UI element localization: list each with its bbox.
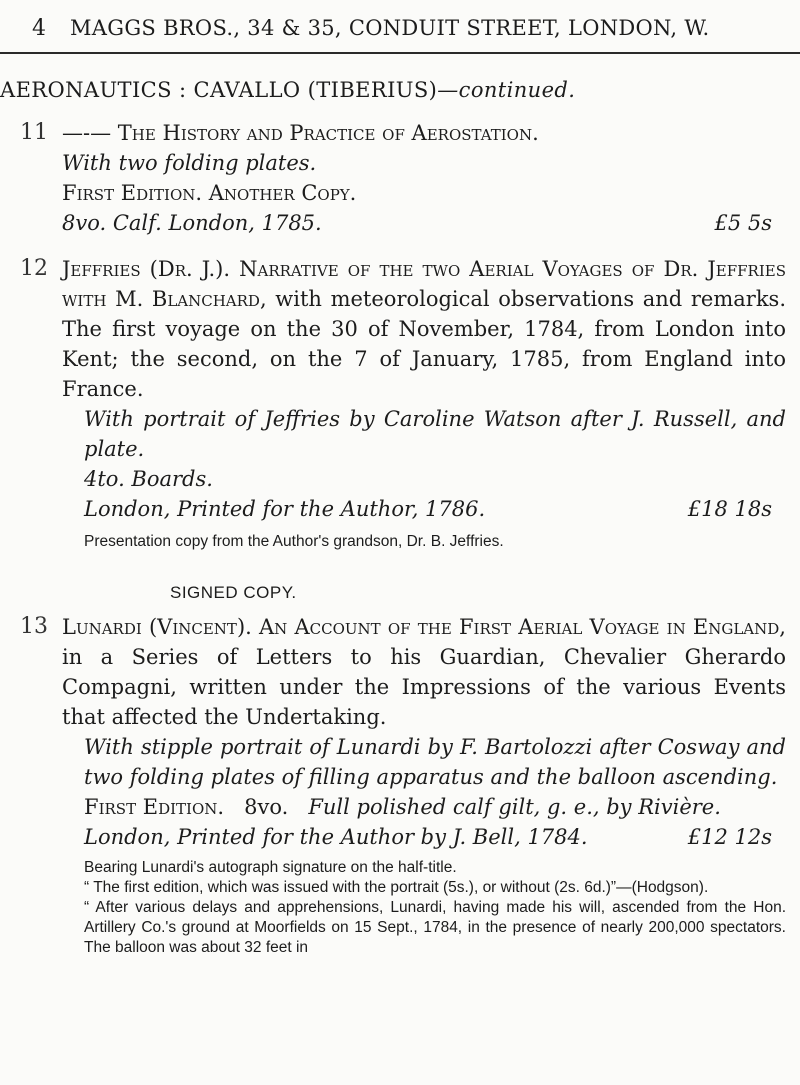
entry-price: £12 12s xyxy=(687,825,772,849)
header-rule xyxy=(0,52,800,54)
entry-body xyxy=(62,118,786,238)
entry-title: Narrative of the two Aerial Voyages of Dr. Jeffries with M. Blanchard, xyxy=(62,257,786,311)
entry-note: Presentation copy from the Author's grandson, Dr. B. Jeffries. xyxy=(84,533,504,550)
entry-dash: —-— xyxy=(62,121,112,145)
section-continued: —continued. xyxy=(437,78,576,102)
entry-title: An Account of the First Aerial Voyage in England, xyxy=(259,615,786,639)
entry-imprint: London, Printed for the Author, 1786. xyxy=(84,497,486,521)
entry-format: 8vo. xyxy=(244,795,289,819)
entry-body xyxy=(62,612,786,958)
entry-author: Jeffries (Dr. J.). xyxy=(62,257,231,281)
section-heading xyxy=(0,78,575,102)
entry-format: 4to. Boards. xyxy=(84,467,213,491)
entry-author: Lunardi (Vincent). xyxy=(62,615,252,639)
entry-portrait: With stipple portrait of Lunardi by F. Bartolozzi after Cosway and two folding plates of filling apparatus and the balloon ascending. xyxy=(84,735,786,789)
entry-number: 12 xyxy=(20,256,48,281)
entry-number: 13 xyxy=(20,614,48,639)
signed-copy-heading: SIGNED COPY. xyxy=(170,583,297,602)
entry-plates: With two folding plates. xyxy=(62,151,317,175)
entry-note: “ After various delays and apprehensions, Lunardi, having made his will, ascended from the Hon. Artillery Co.'s ground at Moorfields on 15 Sept., 1784, in the presence of nearly 200,000 spectators. The balloon was about 32 feet in xyxy=(84,899,786,956)
page-number: 4 xyxy=(32,16,46,41)
running-head: MAGGS BROS., 34 & 35, CONDUIT STREET, LONDON, W. xyxy=(70,16,710,40)
entry-note: Bearing Lunardi's autograph signature on the half-title. xyxy=(84,859,457,876)
entry-number: 11 xyxy=(20,120,48,145)
entry-binding: Full polished calf gilt, g. e., by Rivière. xyxy=(308,795,721,819)
entry-portrait: With portrait of Jeffries by Caroline Watson after J. Russell, and plate. xyxy=(84,407,786,461)
entry-price: £18 18s xyxy=(687,497,772,521)
entry-edition: First Edition. Another Copy. xyxy=(62,181,357,205)
entry-description: with meteorological observations and remarks. The first voyage on the 30 of November, 1784, from London into Kent; the second, on the 7 of January, 1785, from England into France. xyxy=(62,287,786,401)
section-title: AERONAUTICS : CAVALLO (TIBERIUS) xyxy=(0,78,438,102)
entry-edition: First Edition. xyxy=(84,795,225,819)
page-header xyxy=(0,0,800,60)
entry-binding: 8vo. Calf. London, 1785. xyxy=(62,211,322,235)
entry-imprint: London, Printed for the Author by J. Bell, 1784. xyxy=(84,825,588,849)
entry-title: The History and Practice of Aerostation. xyxy=(117,121,539,145)
entry-description: in a Series of Letters to his Guardian, Chevalier Gherardo Compagni, written under the Impressions of the various Events that affected the Undertaking. xyxy=(62,645,786,729)
entry-price: £5 5s xyxy=(714,211,772,235)
entry-body xyxy=(62,254,786,552)
entry-note: “ The first edition, which was issued with the portrait (5s.), or without (2s. 6d.)”—(Hodgson). xyxy=(84,879,709,896)
